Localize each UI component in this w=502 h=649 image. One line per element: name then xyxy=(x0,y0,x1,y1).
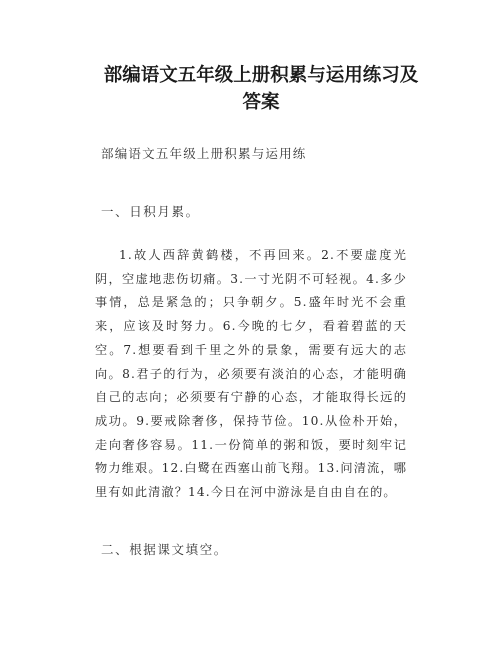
section-heading-accumulation: 一、日积月累。 xyxy=(101,204,200,219)
document-title: 部编语文五年级上册积累与运用练习及答案 xyxy=(103,65,419,113)
section-body-accumulation: 1.故人西辞黄鹤楼，不再回来。2.不要虚度光阴，空虚地悲伤切痛。3.一寸光阴不可轻视。4.多少事情，总是紧急的；只争朝夕。5.盛年时光不会重来，应该及时努力。6.今晚的七夕，看着碧蓝的天空。7.想要看到千里之外的景象，需要有远大的志向。8.君子的行为，必须要有淡泊的心态，才能明确自己的志向；必须要有宁静的心态，才能取得长远的成功。9.要戒除奢侈，保持节俭。10.从俭朴开始，走向奢侈容易。11.一份简单的粥和饭，要时刻牢记物力维艰。12.白鹭在西塞山前飞翔。13.问清流，哪里有如此清澈？14.今日在河中游泳是自由自在的。 xyxy=(95,248,407,500)
section-heading-fill-in: 二、根据课文填空。 xyxy=(101,542,228,557)
document-subtitle: 部编语文五年级上册积累与运用练 xyxy=(101,146,307,161)
